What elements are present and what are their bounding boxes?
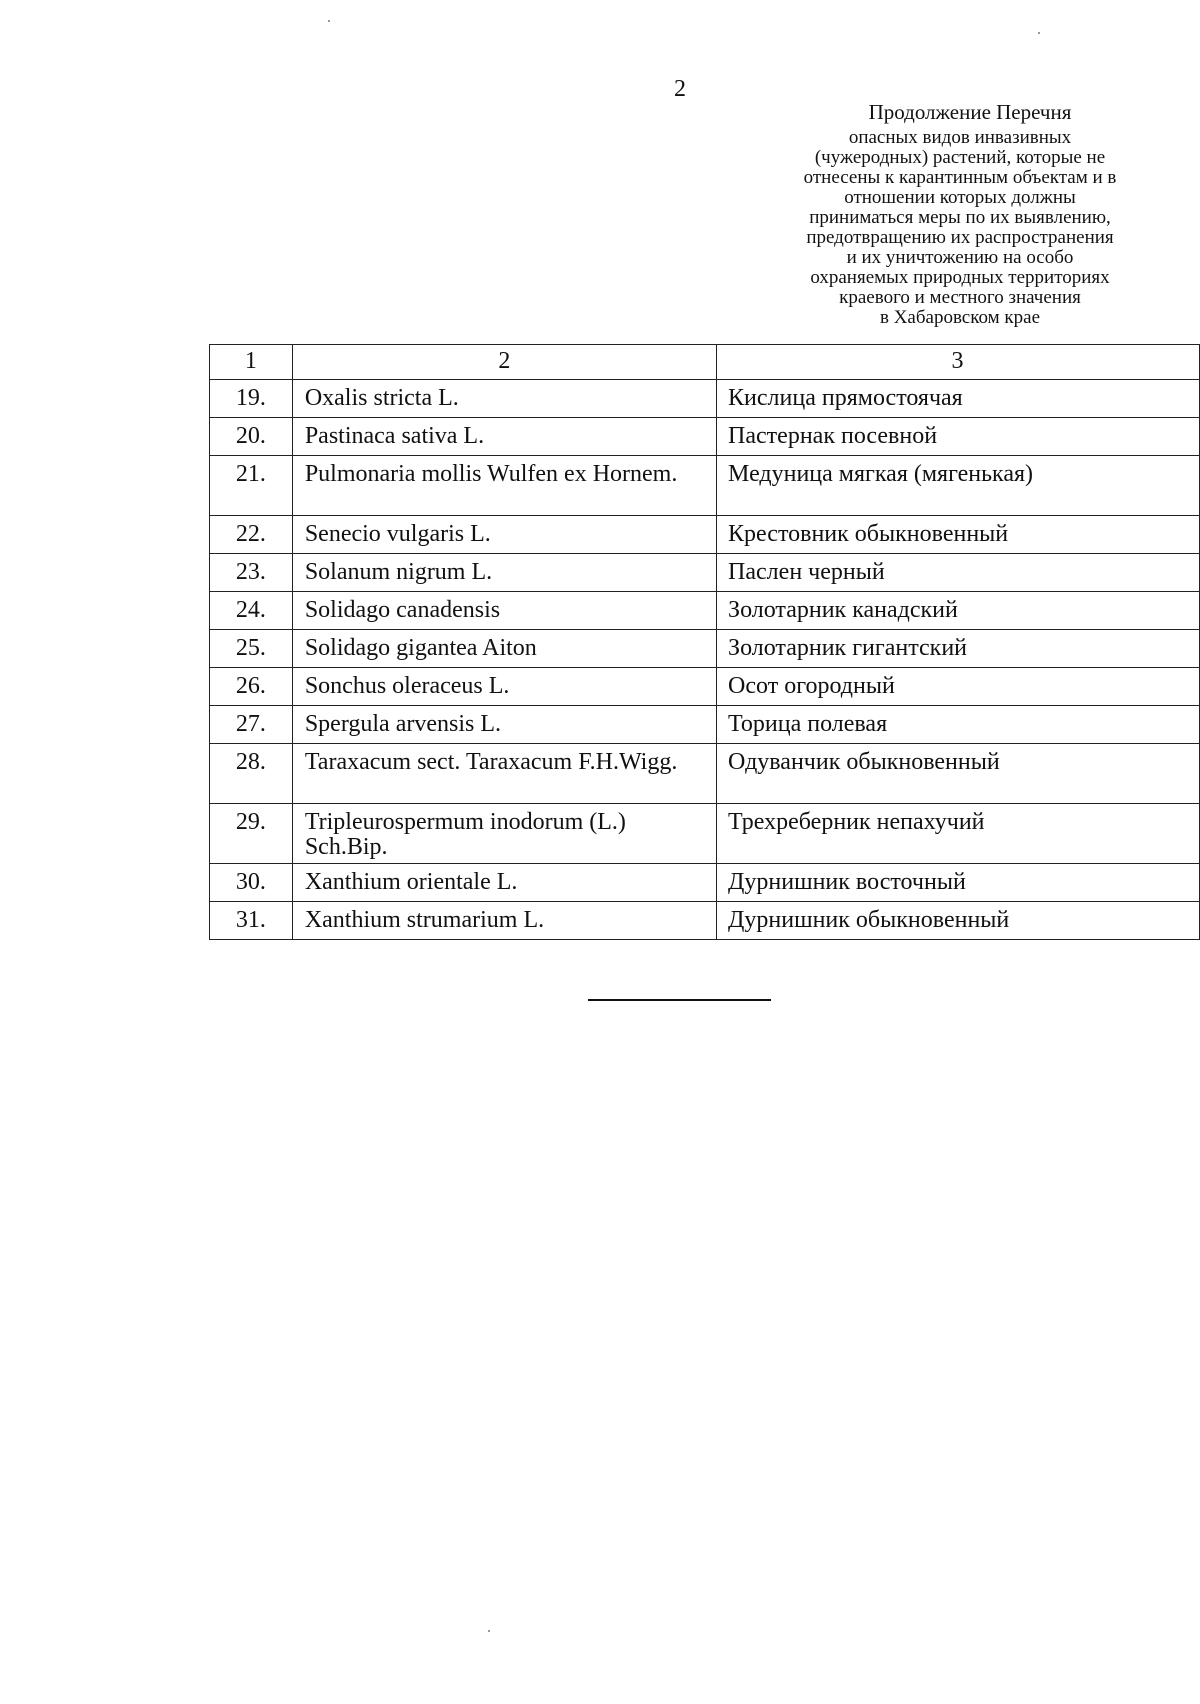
latin-name: Spergula arvensis L. xyxy=(292,706,716,744)
latin-name: Sonchus oleraceus L. xyxy=(292,668,716,706)
column-header: 1 xyxy=(210,345,293,380)
row-number: 31. xyxy=(210,902,293,940)
latin-name: Pulmonaria mollis Wulfen ex Hornem. xyxy=(292,456,716,516)
table-row xyxy=(210,668,1200,706)
russian-name: Медуница мягкая (мягенькая) xyxy=(717,456,1200,516)
table-row xyxy=(210,380,1200,418)
latin-name: Pastinaca sativa L. xyxy=(292,418,716,456)
heading-line: краевого и местного значения xyxy=(839,287,1081,308)
russian-name: Одуванчик обыкновенный xyxy=(717,744,1200,804)
heading-line: отношении которых должны xyxy=(844,187,1076,208)
row-number: 20. xyxy=(210,418,293,456)
russian-name: Трехреберник непахучий xyxy=(717,804,1200,864)
column-header: 2 xyxy=(292,345,716,380)
page-number: 2 xyxy=(674,76,686,102)
russian-name: Осот огородный xyxy=(717,668,1200,706)
russian-name: Пастернак посевной xyxy=(717,418,1200,456)
row-number: 21. xyxy=(210,456,293,516)
heading-line: в Хабаровском крае xyxy=(879,307,1041,328)
latin-name: Taraxacum sect. Taraxacum F.H.Wigg. xyxy=(292,744,716,804)
column-header: 3 xyxy=(717,345,1200,380)
row-number: 28. xyxy=(210,744,293,804)
russian-name: Торица полевая xyxy=(717,706,1200,744)
latin-name: Senecio vulgaris L. xyxy=(292,516,716,554)
russian-name: Дурнишник обыкновенный xyxy=(717,902,1200,940)
table-row xyxy=(210,456,1200,516)
row-number: 23. xyxy=(210,554,293,592)
table-row xyxy=(210,902,1200,940)
row-number: 26. xyxy=(210,668,293,706)
heading-line: отнесены к карантинным объектам и в xyxy=(803,167,1117,188)
table-row xyxy=(210,804,1200,864)
latin-name: Solidago gigantea Aiton xyxy=(292,630,716,668)
heading-line: опасных видов инвазивных xyxy=(848,127,1072,148)
heading-line: предотвращению их распространения xyxy=(806,227,1114,248)
russian-name: Дурнишник восточный xyxy=(717,864,1200,902)
heading-line: и их уничтожению на особо xyxy=(846,247,1074,268)
row-number: 19. xyxy=(210,380,293,418)
table-row xyxy=(210,630,1200,668)
latin-name: Tripleurospermum inodorum (L.) Sch.Bip. xyxy=(292,804,716,864)
table-row xyxy=(210,706,1200,744)
russian-name: Золотарник гигантский xyxy=(717,630,1200,668)
table-header-row xyxy=(210,345,1200,380)
table-row xyxy=(210,418,1200,456)
scan-speck xyxy=(328,20,330,22)
table-row xyxy=(210,744,1200,804)
latin-name: Solidago canadensis xyxy=(292,592,716,630)
heading-title: Продолжение Перечня xyxy=(868,100,1072,124)
footer-divider xyxy=(588,999,771,1001)
russian-name: Крестовник обыкновенный xyxy=(717,516,1200,554)
heading-line: охраняемых природных территориях xyxy=(810,267,1110,288)
row-number: 27. xyxy=(210,706,293,744)
table-row xyxy=(210,554,1200,592)
heading-line: приниматься меры по их выявлению, xyxy=(809,207,1111,228)
scan-speck xyxy=(1038,32,1040,34)
latin-name: Solanum nigrum L. xyxy=(292,554,716,592)
russian-name: Золотарник канадский xyxy=(717,592,1200,630)
heading-block xyxy=(745,128,1175,328)
latin-name: Oxalis stricta L. xyxy=(292,380,716,418)
row-number: 24. xyxy=(210,592,293,630)
table-row xyxy=(210,592,1200,630)
row-number: 30. xyxy=(210,864,293,902)
row-number: 25. xyxy=(210,630,293,668)
row-number: 22. xyxy=(210,516,293,554)
heading-line: (чужеродных) растений, которые не xyxy=(814,147,1106,168)
latin-name: Xanthium strumarium L. xyxy=(292,902,716,940)
row-number: 29. xyxy=(210,804,293,864)
scan-speck xyxy=(488,1630,490,1632)
russian-name: Кислица прямостоячая xyxy=(717,380,1200,418)
table-row xyxy=(210,516,1200,554)
russian-name: Паслен черный xyxy=(717,554,1200,592)
latin-name: Xanthium orientale L. xyxy=(292,864,716,902)
table-row xyxy=(210,864,1200,902)
species-table xyxy=(209,344,1200,940)
